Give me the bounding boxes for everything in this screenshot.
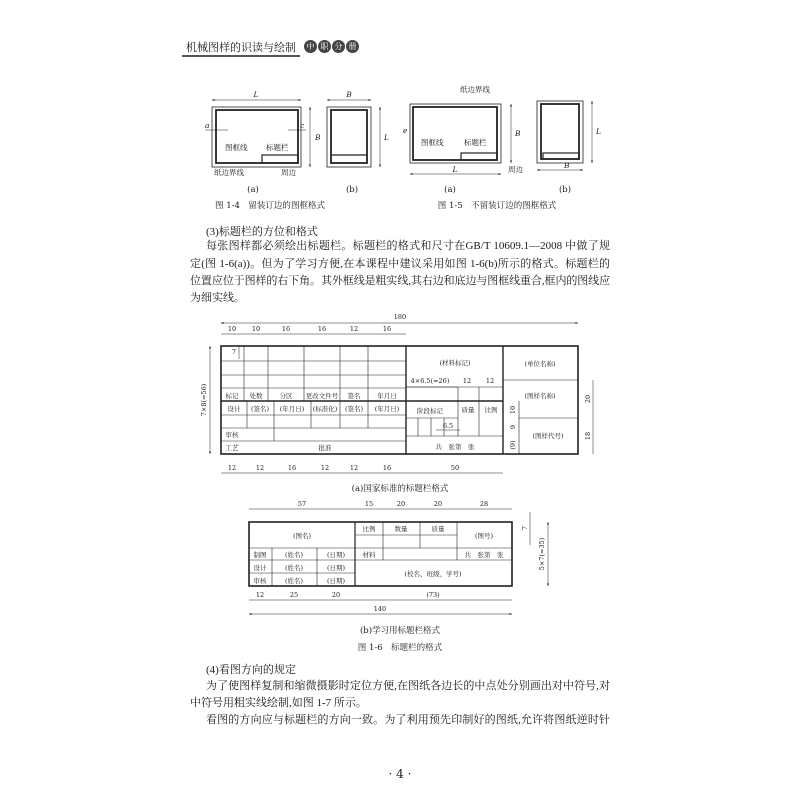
mat-dim: 12 — [485, 377, 495, 385]
inner-dim: (9) — [509, 440, 517, 450]
top-dim: 16 — [382, 325, 392, 333]
cell: 工艺 — [225, 444, 239, 452]
cell: (标准化) — [312, 405, 338, 413]
cell: 材料 — [362, 551, 376, 559]
fig1-6a-caption: (a)国家标准的标题栏格式 — [351, 484, 449, 494]
cell: 制图 — [253, 551, 267, 559]
cell: 设计 — [253, 564, 267, 572]
section3-heading: (3)标题栏的方位和格式 — [206, 226, 318, 238]
fig1-5b-drawing — [537, 101, 592, 170]
right-dim: 5×7(=35) — [538, 537, 546, 571]
cell: (图样名称) — [524, 392, 556, 400]
bottom-dim: 25 — [289, 591, 299, 599]
section4-heading: (4)看图方向的规定 — [206, 664, 296, 676]
row-dim: 7 — [521, 525, 529, 531]
cell: 更改文件号 — [305, 392, 339, 400]
cell: (图样代号) — [532, 432, 564, 440]
fig1-4a-dim-c: c — [300, 121, 305, 130]
fig1-5b-sublabel: (b) — [558, 185, 572, 195]
cell: 处数 — [249, 392, 263, 400]
cell: (日期) — [326, 564, 346, 572]
top-dim: 15 — [364, 500, 374, 508]
fig1-6a-text — [200, 313, 592, 472]
cell: (校名、班级、学号) — [404, 570, 462, 578]
bottom-dim: 12 — [255, 464, 265, 472]
badge-zhi: 职 — [318, 40, 331, 53]
section4-line: 看图的方向应与标题栏的方向一致。为了利用预先印制好的图纸,允许将图纸逆时针 — [206, 714, 610, 726]
bottom-dim: (73) — [426, 591, 440, 599]
top-dim: 10 — [251, 325, 261, 333]
cell: 批准 — [318, 444, 332, 452]
fig1-4a-label-frame-line: 图框线 — [225, 143, 248, 152]
bottom-dim: 50 — [450, 464, 460, 472]
fig1-6-caption: 图 1-6 标题栏的格式 — [357, 643, 443, 653]
book-title: 机械图样的识读与绘制 — [186, 41, 296, 54]
bottom-dim: 16 — [287, 464, 297, 472]
section3-line: 定(图 1-6(a))。但为了学习方便,在本课程中建议采用如图 1-6(b)所示的格式。标题栏的 — [190, 258, 610, 270]
fig1-4a-label-paper-edge: 纸边界线 — [214, 168, 244, 177]
fig1-4a-label-title-block: 标题栏 — [266, 143, 289, 152]
total-dim: 140 — [373, 605, 387, 613]
cell: (姓名) — [284, 564, 304, 572]
cell: (图号) — [474, 532, 494, 540]
fig1-5a-dim-B: B — [515, 129, 521, 138]
fig1-4b-dim-L: L — [384, 133, 389, 142]
top-dim: 16 — [317, 325, 327, 333]
cell: (材料标记) — [439, 359, 471, 367]
badge-ce: 册 — [346, 40, 359, 53]
cell: (姓名) — [284, 577, 304, 585]
top-dim: 20 — [396, 500, 406, 508]
fig1-4b-dim-B: B — [346, 90, 352, 99]
section3-line: 为细实线。 — [190, 292, 245, 304]
cell: 标记 — [225, 392, 239, 400]
cell: 设计 — [227, 405, 241, 413]
fig1-4a-label-perimeter: 周边 — [281, 168, 296, 177]
bottom-dim: 12 — [320, 464, 330, 472]
row-dim: 7 — [231, 348, 237, 356]
top-dim: 10 — [227, 325, 237, 333]
inner-dim: 9 — [509, 424, 517, 430]
bottom-dim: 12 — [349, 464, 359, 472]
fig1-4a-dim-a: a — [205, 121, 210, 130]
fig1-5a-label-perimeter: 周边 — [508, 165, 523, 174]
bottom-dim: 16 — [382, 464, 392, 472]
cell-dim: 6.5 — [442, 422, 454, 430]
fig1-5a-label-frame-line: 图框线 — [421, 138, 444, 147]
section4-line: 为了使图样复制和缩微摄影时定位方便,在图纸各边长的中点处分别画出对中符号,对 — [206, 680, 610, 692]
top-dim: 20 — [433, 500, 443, 508]
top-dim: 28 — [479, 500, 489, 508]
cell: (姓名) — [284, 551, 304, 559]
left-dim: 7×8(=56) — [200, 383, 208, 417]
cell: 质量 — [431, 525, 445, 533]
cell: (年月日) — [374, 405, 400, 413]
fig1-5a-dim-L: L — [452, 165, 458, 174]
fig1-4b-sublabel: (b) — [345, 185, 359, 195]
mat-dim: 4×6.5(=26) — [410, 377, 450, 385]
fig1-5a-label-paper-edge: 纸边界线 — [460, 85, 490, 94]
right-dim: 20 — [584, 394, 592, 404]
badge-fen: 分 — [332, 40, 345, 53]
cell: (单位名称) — [524, 360, 556, 368]
top-dim: 57 — [297, 500, 307, 508]
bottom-dim: 12 — [227, 464, 237, 472]
inner-dim: 10 — [509, 405, 517, 415]
badge-zhong: 中 — [304, 40, 317, 53]
cell: 共 张第 张 — [435, 443, 475, 451]
fig1-5a-label-title-block: 标题栏 — [464, 138, 487, 147]
cell: (签名) — [344, 405, 364, 413]
page-number: · 4 · — [388, 767, 412, 781]
top-dim: 16 — [281, 325, 291, 333]
cell: (年月日) — [279, 405, 305, 413]
section4-line: 中符号用粗实线绘制,如图 1-7 所示。 — [190, 697, 367, 709]
fig1-5b-dim-B: B — [564, 161, 570, 170]
cell: 分区 — [279, 392, 293, 400]
cell: 共 张第 张 — [464, 551, 504, 559]
fig1-4a-dim-B: B — [315, 133, 321, 142]
mat-dim: 12 — [462, 377, 472, 385]
right-dim: 18 — [584, 431, 592, 441]
fig1-4a-sublabel: (a) — [247, 185, 259, 195]
fig1-5a-sublabel: (a) — [444, 185, 456, 195]
fig1-4-caption: 图 1-4 留装订边的图框格式 — [215, 201, 325, 211]
bottom-dim: 20 — [331, 591, 341, 599]
fig1-4a-drawing — [205, 100, 310, 167]
cell: (日期) — [326, 577, 346, 585]
cell: (图名) — [292, 532, 312, 540]
fig1-4b-drawing — [327, 100, 380, 167]
fig1-5a-dim-e: e — [403, 126, 408, 135]
cell: (日期) — [326, 551, 346, 559]
cell: 比例 — [484, 406, 498, 414]
fig1-5-caption: 图 1-5 不留装订边的图框格式 — [437, 201, 557, 211]
cell: (签名) — [250, 405, 270, 413]
cell: 审核 — [225, 431, 239, 439]
dim-total: 180 — [393, 313, 407, 321]
section3-line: 每张图样都必须绘出标题栏。标题栏的格式和尺寸在GB/T 10609.1—2008 中做了规 — [206, 240, 610, 252]
section3-line: 位置应位于图样的右下角。其外框线是粗实线,其右边和底边与图框线重合,框内的图线应 — [190, 275, 610, 287]
cell: 阶段标记 — [417, 407, 443, 415]
fig1-5b-dim-L: L — [596, 127, 601, 136]
cell: 质量 — [461, 406, 475, 414]
fig1-6b-text — [254, 500, 547, 613]
fig1-4a-dim-L: L — [253, 90, 259, 99]
fig1-6b-caption: (b)学习用标题栏格式 — [359, 626, 441, 636]
cell: 数量 — [394, 525, 408, 533]
cell: 年月日 — [377, 392, 397, 400]
top-dim: 12 — [349, 325, 359, 333]
cell: 比例 — [362, 525, 376, 533]
cell: 审核 — [253, 577, 267, 585]
cell: 签名 — [347, 392, 361, 400]
bottom-dim: 12 — [255, 591, 265, 599]
